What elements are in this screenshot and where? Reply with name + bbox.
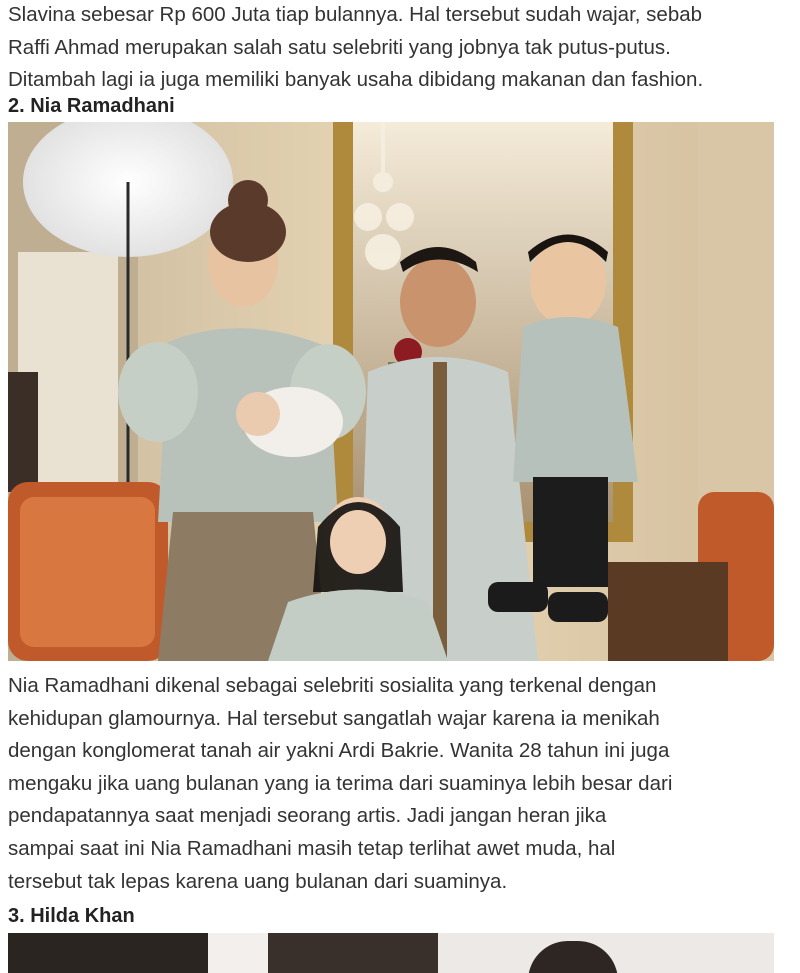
nia-ramadhani-family-photo	[8, 122, 774, 661]
paragraph-line: mengaku jika uang bulanan yang ia terima dari suaminya lebih besar dari	[8, 771, 673, 795]
hilda-khan-photo	[8, 933, 774, 973]
section-heading-nia-ramadhani: 2. Nia Ramadhani	[8, 95, 175, 117]
paragraph-line: sampai saat ini Nia Ramadhani masih tetap terlihat awet muda, hal	[8, 836, 616, 860]
intro-paragraph	[8, 0, 798, 97]
photo-segment	[268, 933, 438, 973]
intro-line: Raffi Ahmad merupakan salah satu selebriti yang jobnya tak putus-putus.	[8, 35, 671, 59]
paragraph-line: tersebut tak lepas karena uang bulanan dari suaminya.	[8, 869, 508, 893]
paragraph-line: Nia Ramadhani dikenal sebagai selebriti sosialita yang terkenal dengan	[8, 674, 657, 697]
paragraph-line: pendapatannya saat menjadi seorang artis. Jadi jangan heran jika	[8, 804, 607, 828]
intro-line: Slavina sebesar Rp 600 Juta tiap bulannya. Hal tersebut sudah wajar, sebab	[8, 3, 703, 26]
intro-line: Ditambah lagi ia juga memiliki banyak usaha dibidang makanan dan fashion.	[8, 68, 704, 92]
nia-ramadhani-paragraph	[8, 670, 798, 898]
photo-segment	[208, 933, 268, 973]
section-heading-hilda-khan: 3. Hilda Khan	[8, 905, 135, 927]
paragraph-line: kehidupan glamournya. Hal tersebut sangatlah wajar karena ia menikah	[8, 706, 660, 730]
photo-segment	[8, 933, 208, 973]
paragraph-line: dengan konglomerat tanah air yakni Ardi Bakrie. Wanita 28 tahun ini juga	[8, 739, 670, 763]
